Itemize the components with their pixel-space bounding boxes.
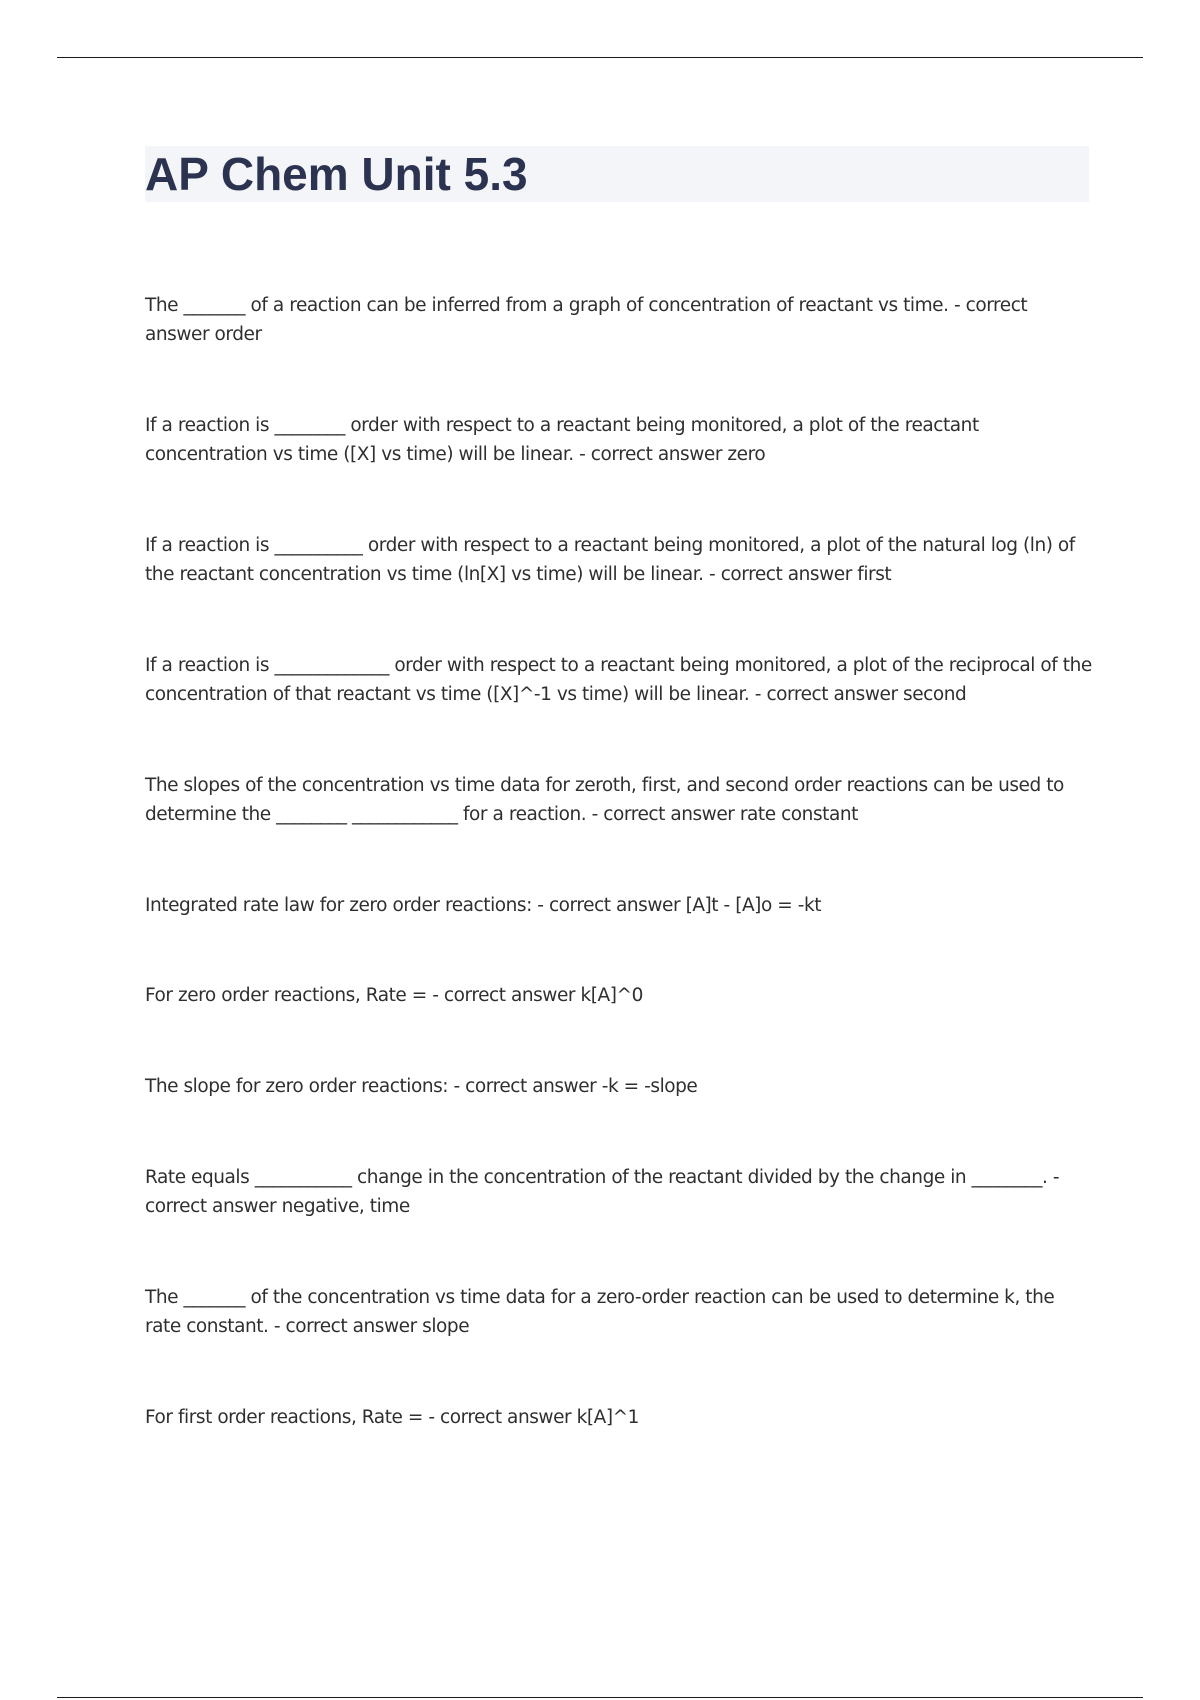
qa-item-rate-constant: The slopes of the concentration vs time data for zeroth, first, and second order reactions can be used to determine the ________ ____________ for a reaction. - correct answer rate constant: [145, 775, 1064, 825]
qa-item-integrated-rate-law: Integrated rate law for zero order reactions: - correct answer [A]t - [A]o = -kt: [145, 895, 822, 916]
qa-item-zero-order-slope: The slope for zero order reactions: - correct answer -k = -slope: [145, 1076, 698, 1097]
qa-item-zero-order: If a reaction is ________ order with respect to a reactant being monitored, a plot of the reactant concentration vs time ([X] vs time) will be linear. - correct answer zero: [145, 415, 979, 465]
page-title: AP Chem Unit 5.3: [145, 148, 528, 200]
qa-item-first-order-rate: For first order reactions, Rate = - correct answer k[A]^1: [145, 1407, 639, 1428]
qa-item-rate-equals: Rate equals ___________ change in the concentration of the reactant divided by the change in ________. - correct answer negative, time: [145, 1167, 1060, 1217]
bottom-rule: [57, 1697, 1143, 1698]
qa-item-second-order: If a reaction is _____________ order with respect to a reactant being monitored, a plot of the reciprocal of the concentration of that reactant vs time ([X]^-1 vs time) will be linear. - correct answer second: [145, 655, 1092, 705]
qa-item-slope: The _______ of the concentration vs time data for a zero-order reaction can be used to determine k, the rate constant. - correct answer slope: [145, 1287, 1055, 1337]
top-rule: [57, 57, 1143, 58]
qa-item-order: The _______ of a reaction can be inferred from a graph of concentration of reactant vs time. - correct answer order: [145, 295, 1028, 345]
qa-item-zero-order-rate: For zero order reactions, Rate = - correct answer k[A]^0: [145, 985, 643, 1006]
qa-item-first-order: If a reaction is __________ order with respect to a reactant being monitored, a plot of the natural log (ln) of the reactant concentration vs time (ln[X] vs time) will be linear. - correct answer first: [145, 535, 1075, 585]
